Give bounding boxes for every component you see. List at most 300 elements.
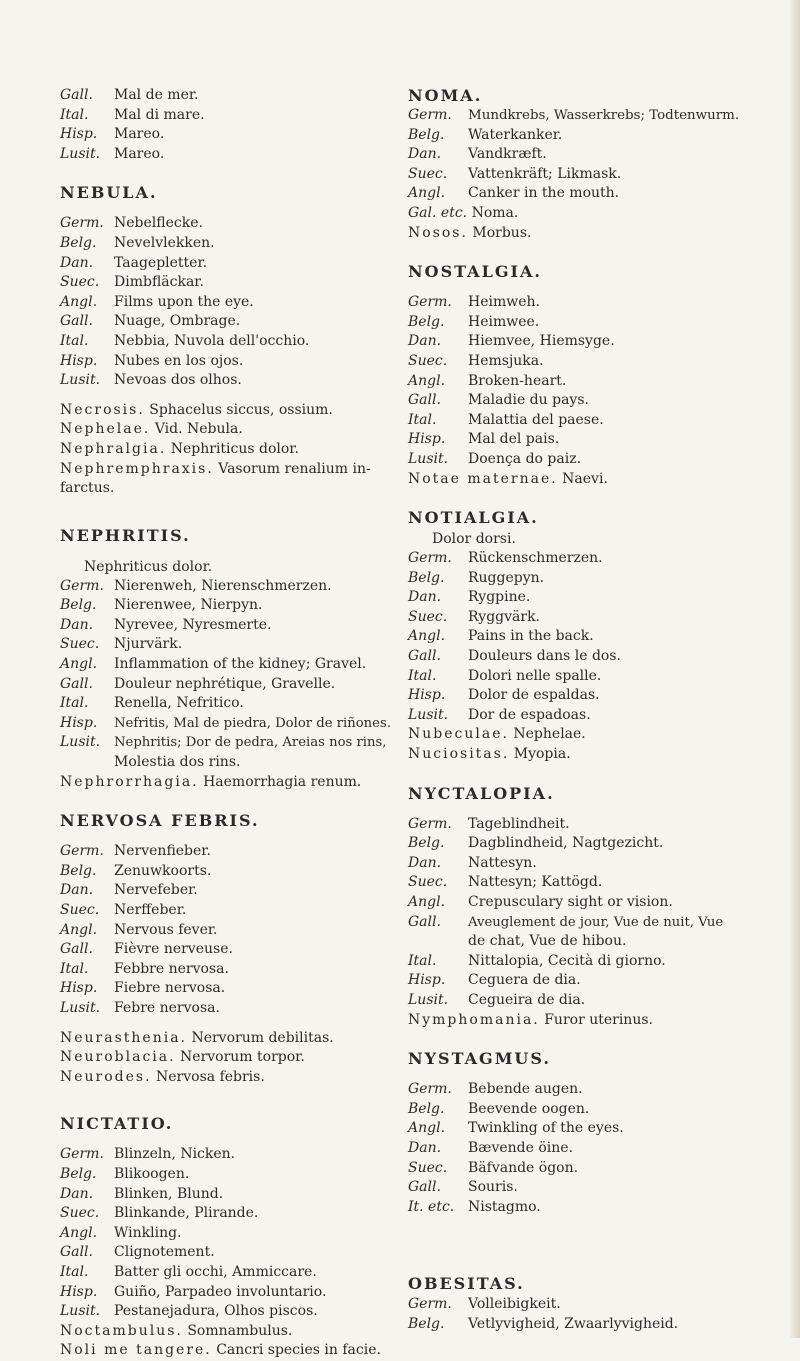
entry-row	[60, 733, 400, 753]
translation: Nistagmo.	[468, 1198, 541, 1215]
entry-row	[408, 1295, 792, 1315]
entry-row	[60, 596, 400, 616]
subheading: Nephriticus dolor.	[84, 558, 213, 575]
entry-row	[408, 332, 792, 352]
translation: Beevende oogen.	[468, 1100, 590, 1117]
language-label: Germ.	[408, 550, 452, 567]
language-label: Belg.	[408, 1315, 445, 1332]
language-label: Lusit.	[60, 372, 101, 389]
translation: Pains in the back.	[468, 628, 594, 645]
language-label: Germ.	[408, 1296, 452, 1313]
cross-reference	[408, 725, 792, 745]
keyword: Noctambulus.	[60, 1322, 183, 1339]
cross-reference-continuation: farctus.	[60, 480, 115, 497]
entry-row	[408, 145, 792, 165]
translation: Nierenwee, Nierpyn.	[114, 597, 263, 614]
heading-nostalgia: NOSTALGIA.	[408, 262, 542, 282]
entry-row	[408, 952, 792, 972]
mal-de-mer-entries	[60, 86, 400, 164]
entry-row	[408, 165, 792, 185]
language-label: Angl.	[408, 894, 446, 910]
translation: Ruggepyn.	[468, 569, 545, 586]
entry-row	[408, 834, 792, 854]
translation: Nuage, Ombrage.	[114, 313, 241, 330]
entry-row	[408, 293, 792, 313]
translation: Febbre nervosa.	[114, 960, 229, 977]
entry-row	[60, 1243, 400, 1263]
language-label: Angl.	[408, 372, 446, 389]
entry-row	[408, 184, 792, 204]
translation: Mareo.	[114, 126, 165, 143]
translation: Douleurs dans le dos.	[468, 648, 621, 665]
nyctalopia-entries	[408, 815, 792, 1011]
translation: Batter gli occhi, Ammiccare.	[114, 1263, 317, 1280]
translation: Ceguera de dia.	[468, 972, 581, 989]
language-label: Belg.	[60, 597, 97, 614]
entry-row	[408, 873, 792, 893]
entry-row	[60, 842, 400, 862]
heading-notialgia: NOTIALGIA.	[408, 508, 539, 528]
translation: Tageblindheit.	[468, 815, 570, 832]
language-label: Hisp.	[60, 714, 98, 731]
entry-row	[60, 1224, 400, 1244]
left-column	[60, 86, 400, 1361]
entry-row	[60, 214, 400, 234]
keyword: Nephremphraxis.	[60, 460, 214, 477]
nictatio-entries	[60, 1145, 400, 1321]
language-label: Belg.	[408, 569, 445, 586]
entry-row	[60, 254, 400, 274]
translation: Nevoas dos olhos.	[114, 372, 242, 389]
definition: Haemorrhagia renum.	[203, 773, 362, 790]
entry-row	[408, 893, 792, 913]
entry-row	[408, 706, 792, 726]
translation: Dolor de espaldas.	[468, 687, 600, 704]
language-label: Gall.	[408, 648, 441, 665]
translation: Mareo.	[114, 145, 165, 162]
language-label: Dan.	[408, 1139, 442, 1156]
language-label: Gall.	[60, 1244, 93, 1261]
language-label: Lusit.	[60, 734, 101, 751]
translation: Nerffeber.	[114, 902, 187, 918]
translation: Nattesyn.	[468, 854, 537, 871]
entry-row	[60, 714, 400, 734]
language-label: Suec.	[60, 636, 100, 653]
heading-nictatio: NICTATIO.	[60, 1114, 174, 1134]
keyword: Nephralgia.	[60, 440, 167, 457]
translation: Vandkræft.	[468, 146, 547, 163]
translation: Twinkling of the eyes.	[468, 1120, 624, 1137]
translation: Volleibigkeit.	[468, 1296, 561, 1313]
entry-row	[60, 145, 400, 165]
language-label: Suec.	[60, 1205, 100, 1222]
cross-reference	[60, 1322, 400, 1342]
definition: Noma.	[471, 204, 519, 221]
language-label: Dan.	[408, 333, 442, 350]
language-label: Gall.	[60, 87, 93, 103]
entry-row	[408, 372, 792, 392]
language-label: Dan.	[408, 146, 442, 163]
language-label: Suec.	[408, 1159, 448, 1176]
entry-row	[60, 635, 400, 655]
language-label: Belg.	[60, 1165, 97, 1182]
definition: Nervorum debilitas.	[191, 1029, 334, 1046]
language-label: Angl.	[408, 1120, 446, 1137]
language-label: Belg.	[408, 835, 445, 852]
translation: Nervefeber.	[114, 882, 198, 899]
entry-row	[60, 694, 400, 714]
language-label: Dan.	[60, 254, 94, 271]
language-label: Belg.	[408, 126, 445, 143]
translation: Dolori nelle spalle.	[468, 667, 602, 684]
language-label: Angl.	[60, 293, 98, 310]
language-label: Hisp.	[408, 431, 446, 448]
keyword: Necrosis.	[60, 401, 145, 418]
translation: Taagepletter.	[114, 254, 208, 271]
translation: Nierenweh, Nierenschmerzen.	[114, 577, 332, 594]
definition: Vasorum renalium in-	[218, 460, 371, 477]
entry-row	[408, 391, 792, 411]
language-label: Gall.	[60, 675, 93, 692]
translation: Dimbfläckar.	[114, 274, 204, 291]
entry-row	[408, 430, 792, 450]
language-label: Ital.	[408, 667, 437, 684]
language-label: Ital.	[60, 106, 89, 123]
language-label: Dan.	[60, 882, 94, 899]
definition: Nervorum torpor.	[180, 1049, 305, 1066]
cross-reference	[408, 1011, 792, 1031]
language-label: Ital.	[60, 1263, 89, 1280]
keyword: Nymphomania.	[408, 1011, 540, 1028]
language-label: It. etc.	[408, 1198, 455, 1215]
entry-row	[408, 126, 792, 146]
language-label: Angl.	[60, 656, 98, 673]
language-label: Suec.	[408, 352, 448, 369]
translation: Rückenschmerzen.	[468, 550, 603, 567]
translation: Nervous fever.	[114, 921, 218, 938]
definition: Naevi.	[562, 470, 608, 487]
keyword: Notae maternae.	[408, 470, 558, 487]
definition: Nephriticus dolor.	[170, 440, 299, 457]
translation: Vetlyvigheid, Zwaarlyvigheid.	[468, 1315, 679, 1332]
heading-obesitas: OBESITAS.	[408, 1274, 525, 1294]
entry-row	[408, 1159, 792, 1179]
cross-reference	[60, 401, 400, 421]
language-label: Lusit.	[408, 991, 449, 1008]
entry-row	[408, 854, 792, 874]
entry-row	[60, 86, 400, 106]
translation: Heimwee.	[468, 313, 540, 330]
entry-row	[408, 1100, 792, 1120]
language-label: Belg.	[60, 234, 97, 251]
keyword: Nuciositas.	[408, 746, 510, 763]
translation: Vattenkräft; Likmask.	[468, 165, 622, 182]
entry-row	[408, 1315, 792, 1335]
translation: Heimweh.	[468, 294, 540, 311]
language-label: Gall.	[408, 913, 441, 930]
entry-row	[408, 450, 792, 470]
language-label: Hisp.	[60, 352, 98, 369]
translation: Broken-heart.	[468, 372, 567, 389]
language-label: Ital.	[408, 411, 437, 428]
entry-row	[408, 647, 792, 667]
entry-row	[60, 675, 400, 695]
entry-row	[60, 1204, 400, 1224]
heading-nystagmus: NYSTAGMUS.	[408, 1049, 551, 1069]
language-label: Hisp.	[408, 972, 446, 989]
translation: Blinken, Blund.	[114, 1185, 224, 1202]
language-label: Germ.	[60, 1146, 104, 1163]
heading-nephritis: NEPHRITIS.	[60, 525, 191, 545]
language-label: Angl.	[408, 185, 446, 202]
entry-row	[408, 549, 792, 569]
language-label: Germ.	[60, 843, 104, 860]
language-label: Gall.	[60, 313, 93, 330]
translation: Nubes en los ojos.	[114, 352, 244, 369]
entry-row	[408, 569, 792, 589]
language-label: Suec.	[60, 902, 100, 918]
language-label: Suec.	[408, 608, 448, 625]
entry-row	[60, 960, 400, 980]
entry-row	[60, 862, 400, 882]
nephritis-entries	[60, 577, 400, 773]
language-label: Germ.	[408, 294, 452, 311]
definition: Nervosa febris.	[156, 1068, 265, 1085]
cross-reference	[408, 204, 792, 224]
translation-continuation: de chat, Vue de hibou.	[468, 933, 627, 950]
language-label: Angl.	[60, 1224, 98, 1241]
definition: Myopia.	[513, 746, 571, 763]
entry-row	[60, 352, 400, 372]
translation: Bævende öine.	[468, 1139, 574, 1156]
language-label: Dan.	[408, 589, 442, 606]
entry-row	[60, 1165, 400, 1185]
nervosa-entries	[60, 842, 400, 1018]
language-label: Ital.	[60, 960, 89, 977]
cross-reference	[408, 470, 792, 490]
translation-continuation: Molestia dos rins.	[114, 754, 241, 771]
entry-row	[408, 686, 792, 706]
entry-row	[60, 1145, 400, 1165]
entry-row	[408, 913, 792, 933]
translation: Bebende augen.	[468, 1081, 583, 1098]
translation: Nebelflecke.	[114, 215, 203, 232]
language-label: Dan.	[60, 616, 94, 633]
language-label: Germ.	[408, 107, 452, 123]
definition: Nephelae.	[513, 726, 586, 743]
entry-row	[408, 1198, 792, 1218]
language-label: Belg.	[408, 1100, 445, 1117]
translation: Fièvre nerveuse.	[114, 941, 233, 958]
entry-row	[408, 991, 792, 1011]
translation: Fiebre nervosa.	[114, 980, 226, 997]
cross-reference	[60, 773, 400, 793]
keyword: Nubeculae.	[408, 726, 509, 743]
entry-row	[408, 352, 792, 372]
cross-reference	[408, 745, 792, 765]
translation: Ryggvärk.	[468, 608, 541, 625]
cross-reference	[60, 1029, 400, 1049]
translation: Bäfvande ögon.	[468, 1159, 579, 1176]
translation: Souris.	[468, 1179, 518, 1196]
language-label: Ital.	[60, 695, 89, 712]
translation: Mal di mare.	[114, 106, 205, 123]
definition: Somnambulus.	[187, 1322, 293, 1339]
keyword: Noli me tangere.	[60, 1342, 212, 1359]
translation: Malattia del paese.	[468, 411, 604, 428]
entry-row	[60, 940, 400, 960]
noma-entries	[408, 106, 792, 204]
nystagmus-entries	[408, 1080, 792, 1217]
entry-row	[60, 332, 400, 352]
language-label: Ital.	[60, 332, 89, 349]
translation: Winkling.	[114, 1224, 182, 1241]
language-label: Belg.	[408, 313, 445, 330]
entry-row	[60, 371, 400, 391]
right-column	[408, 86, 792, 1335]
translation: Hiemvee, Hiemsyge.	[468, 333, 615, 350]
entry-row	[408, 667, 792, 687]
language-label: Angl.	[408, 628, 446, 645]
translation: Nevelvlekken.	[114, 234, 215, 251]
language-label: Lusit.	[60, 1303, 101, 1320]
entry-row	[60, 106, 400, 126]
definition: Morbus.	[472, 224, 532, 241]
translation: Blinzeln, Nicken.	[114, 1146, 236, 1163]
language-label: Angl.	[60, 921, 98, 938]
language-label: Germ.	[408, 1081, 452, 1098]
heading-nervosa-febris: NERVOSA FEBRIS.	[60, 811, 260, 831]
nostalgia-entries	[408, 293, 792, 469]
language-label: Gal. etc.	[408, 204, 468, 221]
language-label: Hisp.	[60, 126, 98, 143]
language-label: Dan.	[408, 854, 442, 871]
translation: Mundkrebs, Wasserkrebs; Todtenwurm.	[468, 108, 740, 123]
language-label: Suec.	[408, 165, 448, 182]
language-label: Dan.	[60, 1185, 94, 1202]
language-label: Lusit.	[408, 706, 449, 723]
translation: Waterkanker.	[468, 126, 563, 143]
keyword: Neurodes.	[60, 1068, 152, 1085]
cross-reference	[60, 1341, 400, 1361]
language-label: Lusit.	[60, 145, 101, 162]
language-label: Germ.	[60, 577, 104, 594]
entry-row	[60, 655, 400, 675]
language-label: Suec.	[408, 874, 448, 891]
definition: Vid. Nebula.	[154, 421, 243, 438]
translation: Nephritis; Dor de pedra, Areias nos rins,	[114, 735, 387, 751]
definition: Sphacelus siccus, ossium.	[149, 401, 333, 418]
entry-row	[60, 901, 400, 921]
entry-row	[60, 125, 400, 145]
cross-reference	[60, 1048, 400, 1068]
language-label: Belg.	[60, 862, 97, 879]
entry-row-continuation	[408, 932, 792, 952]
language-label: Hisp.	[60, 980, 98, 997]
entry-row	[408, 815, 792, 835]
language-label: Suec.	[60, 274, 100, 291]
translation: Blinkande, Plirande.	[114, 1205, 259, 1222]
translation: Hemsjuka.	[468, 352, 544, 369]
entry-row	[60, 979, 400, 999]
entry-row	[408, 1119, 792, 1139]
keyword: Neuroblacia.	[60, 1049, 176, 1066]
language-label: Lusit.	[408, 450, 449, 467]
heading-nebula: NEBULA.	[60, 183, 158, 203]
translation: Films upon the eye.	[114, 293, 254, 310]
entry-row	[60, 293, 400, 313]
language-label: Gall.	[60, 941, 93, 958]
entry-row	[60, 273, 400, 293]
translation: Mal del pais.	[468, 431, 560, 448]
entry-row	[408, 971, 792, 991]
keyword: Nephelae.	[60, 421, 151, 438]
entry-row-continuation	[60, 753, 400, 773]
entry-row	[60, 881, 400, 901]
translation: Pestanejadura, Olhos piscos.	[114, 1303, 318, 1320]
heading-noma: NOMA.	[408, 86, 483, 105]
entry-row	[60, 1283, 400, 1303]
entry-row	[408, 1080, 792, 1100]
language-label: Gall.	[408, 392, 441, 409]
translation: Zenuwkoorts.	[114, 862, 212, 879]
entry-row	[408, 106, 792, 126]
language-label: Germ.	[408, 815, 452, 832]
translation: Canker in the mouth.	[468, 185, 620, 202]
entry-row	[60, 1185, 400, 1205]
cross-reference	[60, 460, 400, 480]
entry-row	[60, 577, 400, 597]
subheading: Dolor dorsi.	[432, 531, 516, 548]
entry-row	[60, 234, 400, 254]
language-label: Ital.	[408, 952, 437, 969]
translation: Cegueira de dia.	[468, 991, 586, 1008]
heading-nyctalopia: NYCTALOPIA.	[408, 783, 555, 803]
keyword: Neurasthenia.	[60, 1029, 187, 1046]
translation: Maladie du pays.	[468, 392, 589, 409]
translation: Guiño, Parpadeo involuntario.	[114, 1283, 327, 1300]
entry-row	[60, 1263, 400, 1283]
language-label: Gall.	[408, 1179, 441, 1196]
translation: Clignotement.	[114, 1244, 215, 1261]
translation: Rygpine.	[468, 589, 531, 606]
entry-row	[60, 312, 400, 332]
language-label: Hisp.	[408, 687, 446, 704]
keyword: Nosos.	[408, 224, 468, 241]
language-label: Lusit.	[60, 999, 101, 1016]
entry-row	[60, 999, 400, 1019]
translation: Doença do paiz.	[468, 450, 582, 467]
translation: Nebbia, Nuvola dell'occhio.	[114, 332, 310, 349]
language-label: Germ.	[60, 215, 104, 232]
keyword: Nephrorrhagia.	[60, 773, 199, 790]
language-label: Hisp.	[60, 1283, 98, 1300]
entry-row	[60, 616, 400, 636]
cross-reference	[408, 224, 792, 244]
translation: Febre nervosa.	[114, 999, 220, 1016]
translation: Dagblindheid, Nagtgezicht.	[468, 835, 664, 852]
entry-row	[408, 313, 792, 333]
entry-row	[408, 588, 792, 608]
translation: Mal de mer.	[114, 87, 199, 103]
cross-reference	[60, 420, 400, 440]
entry-row	[408, 608, 792, 628]
translation: Nervenfieber.	[114, 843, 211, 860]
translation: Douleur nephrétique, Gravelle.	[114, 675, 336, 692]
translation: Inflammation of the kidney; Gravel.	[114, 656, 367, 673]
entry-row	[408, 1178, 792, 1198]
cross-reference	[60, 1068, 400, 1088]
